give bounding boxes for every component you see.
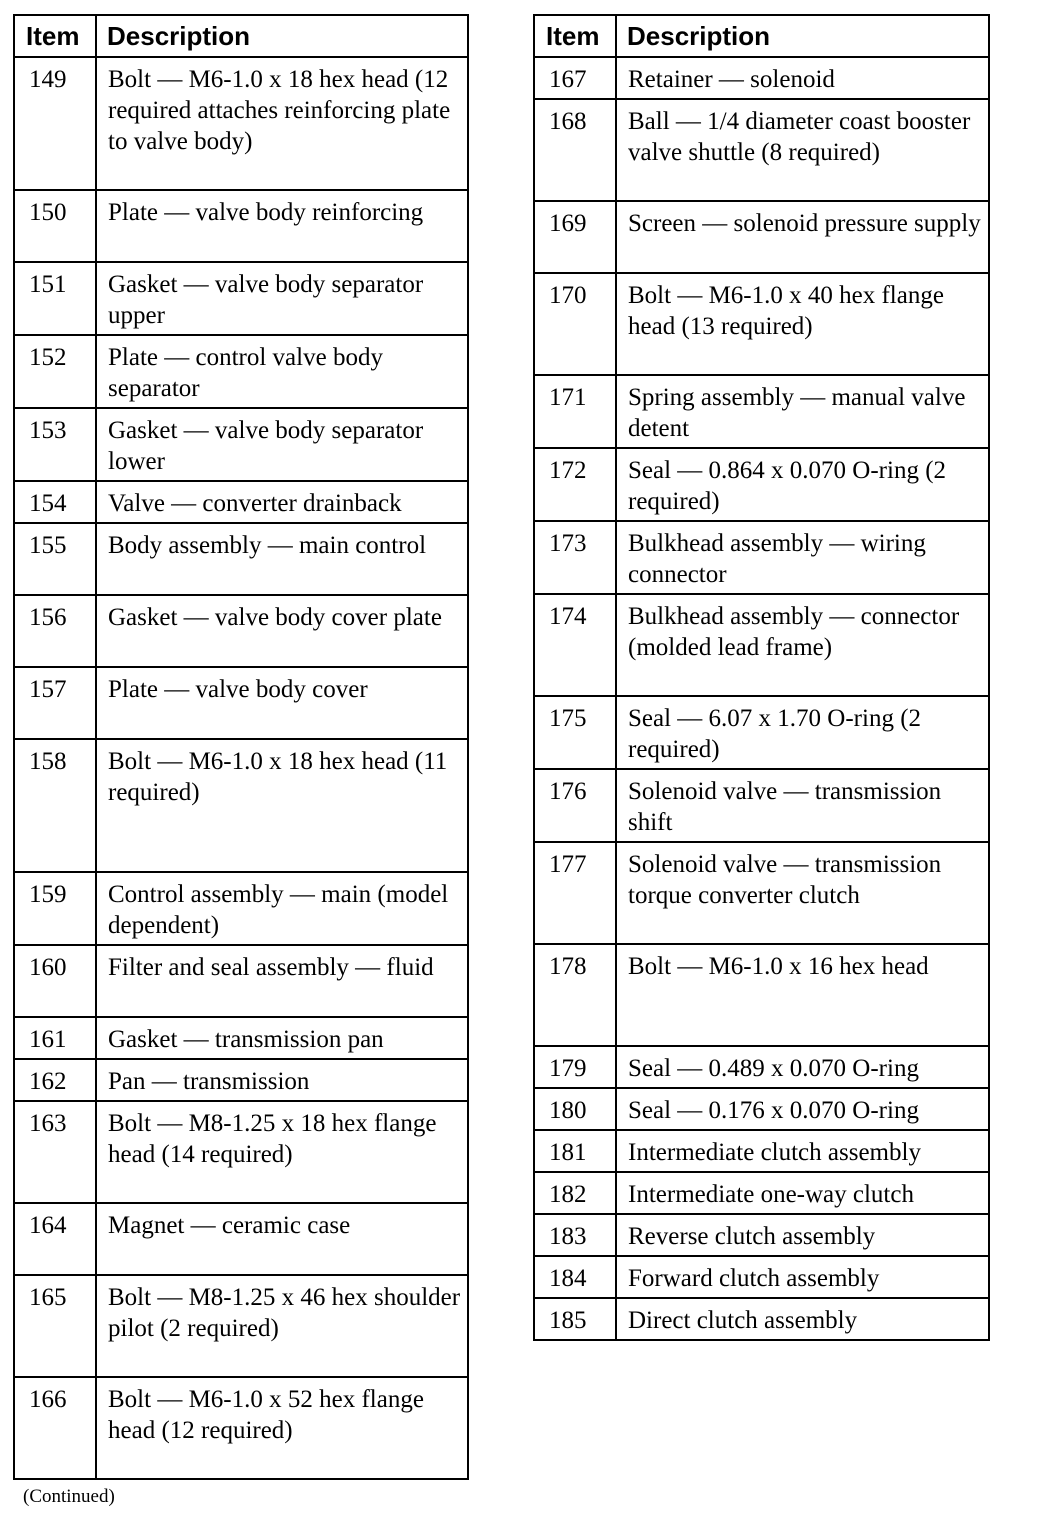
- item-description: Gasket — transmission pan: [96, 1017, 468, 1059]
- table-row: [534, 1130, 989, 1172]
- table-row: [14, 408, 468, 481]
- item-number: 170: [534, 273, 616, 375]
- item-description: Bolt — M6-1.0 x 40 hex flange head (13 required): [616, 273, 989, 375]
- item-number: 155: [14, 523, 96, 595]
- item-number: 151: [14, 262, 96, 335]
- table-row: [14, 523, 468, 595]
- column-header-description: Description: [616, 15, 989, 57]
- table-row: [14, 1017, 468, 1059]
- item-number: 181: [534, 1130, 616, 1172]
- table-row: [534, 594, 989, 696]
- item-number: 153: [14, 408, 96, 481]
- table-row: [14, 57, 468, 190]
- item-number: 180: [534, 1088, 616, 1130]
- table-row: [534, 375, 989, 448]
- table-row: [14, 481, 468, 523]
- table-row: [14, 1059, 468, 1101]
- item-description: Plate — control valve body separator: [96, 335, 468, 408]
- item-number: 184: [534, 1256, 616, 1298]
- table-row: [534, 769, 989, 842]
- table-row: [534, 842, 989, 944]
- parts-table-left: [13, 14, 469, 1480]
- item-number: 160: [14, 945, 96, 1017]
- table-row: [534, 201, 989, 273]
- item-description: Plate — valve body cover: [96, 667, 468, 739]
- item-number: 175: [534, 696, 616, 769]
- item-number: 177: [534, 842, 616, 944]
- item-description: Bolt — M6-1.0 x 18 hex head (12 required attaches reinforcing plate to valve body): [96, 57, 468, 190]
- item-number: 163: [14, 1101, 96, 1203]
- table-row: [534, 1256, 989, 1298]
- item-description: Bulkhead assembly — wiring connector: [616, 521, 989, 594]
- item-number: 161: [14, 1017, 96, 1059]
- item-description: Direct clutch assembly: [616, 1298, 989, 1340]
- table-row: [534, 1088, 989, 1130]
- table-row: [14, 190, 468, 262]
- item-description: Gasket — valve body separator upper: [96, 262, 468, 335]
- item-description: Forward clutch assembly: [616, 1256, 989, 1298]
- item-description: Seal — 6.07 x 1.70 O-ring (2 required): [616, 696, 989, 769]
- table-row: [14, 872, 468, 945]
- table-row: [534, 1172, 989, 1214]
- table-row: [14, 739, 468, 872]
- item-description: Valve — converter drainback: [96, 481, 468, 523]
- item-number: 158: [14, 739, 96, 872]
- item-number: 179: [534, 1046, 616, 1088]
- table-row: [14, 595, 468, 667]
- item-number: 185: [534, 1298, 616, 1340]
- continued-footnote: (Continued): [23, 1486, 115, 1507]
- table-row: [14, 1101, 468, 1203]
- item-number: 182: [534, 1172, 616, 1214]
- item-description: Body assembly — main control: [96, 523, 468, 595]
- item-number: 168: [534, 99, 616, 201]
- item-description: Bolt — M6-1.0 x 18 hex head (11 required): [96, 739, 468, 872]
- item-description: Plate — valve body reinforcing: [96, 190, 468, 262]
- parts-table-right: [533, 14, 990, 1341]
- item-number: 171: [534, 375, 616, 448]
- table-row: [14, 945, 468, 1017]
- table-row: [534, 1298, 989, 1340]
- item-number: 154: [14, 481, 96, 523]
- item-number: 149: [14, 57, 96, 190]
- table-row: [534, 99, 989, 201]
- item-description: Bolt — M8-1.25 x 46 hex shoulder pilot (2 required): [96, 1275, 468, 1377]
- item-description: Bolt — M6-1.0 x 16 hex head: [616, 944, 989, 1046]
- item-number: 169: [534, 201, 616, 273]
- table-row: [534, 273, 989, 375]
- item-description: Gasket — valve body separator lower: [96, 408, 468, 481]
- table-row: [534, 57, 989, 99]
- item-description: Screen — solenoid pressure supply: [616, 201, 989, 273]
- table-row: [534, 448, 989, 521]
- item-description: Magnet — ceramic case: [96, 1203, 468, 1275]
- item-number: 167: [534, 57, 616, 99]
- table-row: [534, 1046, 989, 1088]
- item-number: 166: [14, 1377, 96, 1479]
- item-description: Solenoid valve — transmission torque converter clutch: [616, 842, 989, 944]
- item-number: 172: [534, 448, 616, 521]
- item-description: Solenoid valve — transmission shift: [616, 769, 989, 842]
- column-header-description: Description: [96, 15, 468, 57]
- item-description: Seal — 0.489 x 0.070 O-ring: [616, 1046, 989, 1088]
- item-number: 157: [14, 667, 96, 739]
- column-header-item: Item: [14, 15, 96, 57]
- table-row: [14, 262, 468, 335]
- item-description: Pan — transmission: [96, 1059, 468, 1101]
- item-description: Seal — 0.176 x 0.070 O-ring: [616, 1088, 989, 1130]
- item-description: Bolt — M6-1.0 x 52 hex flange head (12 required): [96, 1377, 468, 1479]
- item-number: 165: [14, 1275, 96, 1377]
- table-row: [534, 944, 989, 1046]
- item-description: Intermediate clutch assembly: [616, 1130, 989, 1172]
- item-description: Ball — 1/4 diameter coast booster valve shuttle (8 required): [616, 99, 989, 201]
- table-row: [14, 1275, 468, 1377]
- item-description: Filter and seal assembly — fluid: [96, 945, 468, 1017]
- item-number: 164: [14, 1203, 96, 1275]
- item-description: Gasket — valve body cover plate: [96, 595, 468, 667]
- table-row: [14, 335, 468, 408]
- item-number: 156: [14, 595, 96, 667]
- item-description: Intermediate one-way clutch: [616, 1172, 989, 1214]
- item-number: 178: [534, 944, 616, 1046]
- table-row: [534, 696, 989, 769]
- item-description: Bolt — M8-1.25 x 18 hex flange head (14 required): [96, 1101, 468, 1203]
- table-row: [14, 1203, 468, 1275]
- item-number: 174: [534, 594, 616, 696]
- item-description: Retainer — solenoid: [616, 57, 989, 99]
- item-number: 150: [14, 190, 96, 262]
- item-description: Bulkhead assembly — connector (molded lead frame): [616, 594, 989, 696]
- item-number: 152: [14, 335, 96, 408]
- table-row: [534, 521, 989, 594]
- table-row: [14, 667, 468, 739]
- table-row: [534, 1214, 989, 1256]
- table-header-row: [14, 15, 468, 57]
- item-description: Spring assembly — manual valve detent: [616, 375, 989, 448]
- item-number: 162: [14, 1059, 96, 1101]
- item-description: Control assembly — main (model dependent): [96, 872, 468, 945]
- item-number: 173: [534, 521, 616, 594]
- item-description: Seal — 0.864 x 0.070 O-ring (2 required): [616, 448, 989, 521]
- item-description: Reverse clutch assembly: [616, 1214, 989, 1256]
- item-number: 159: [14, 872, 96, 945]
- table-header-row: [534, 15, 989, 57]
- table-row: [14, 1377, 468, 1479]
- item-number: 183: [534, 1214, 616, 1256]
- item-number: 176: [534, 769, 616, 842]
- column-header-item: Item: [534, 15, 616, 57]
